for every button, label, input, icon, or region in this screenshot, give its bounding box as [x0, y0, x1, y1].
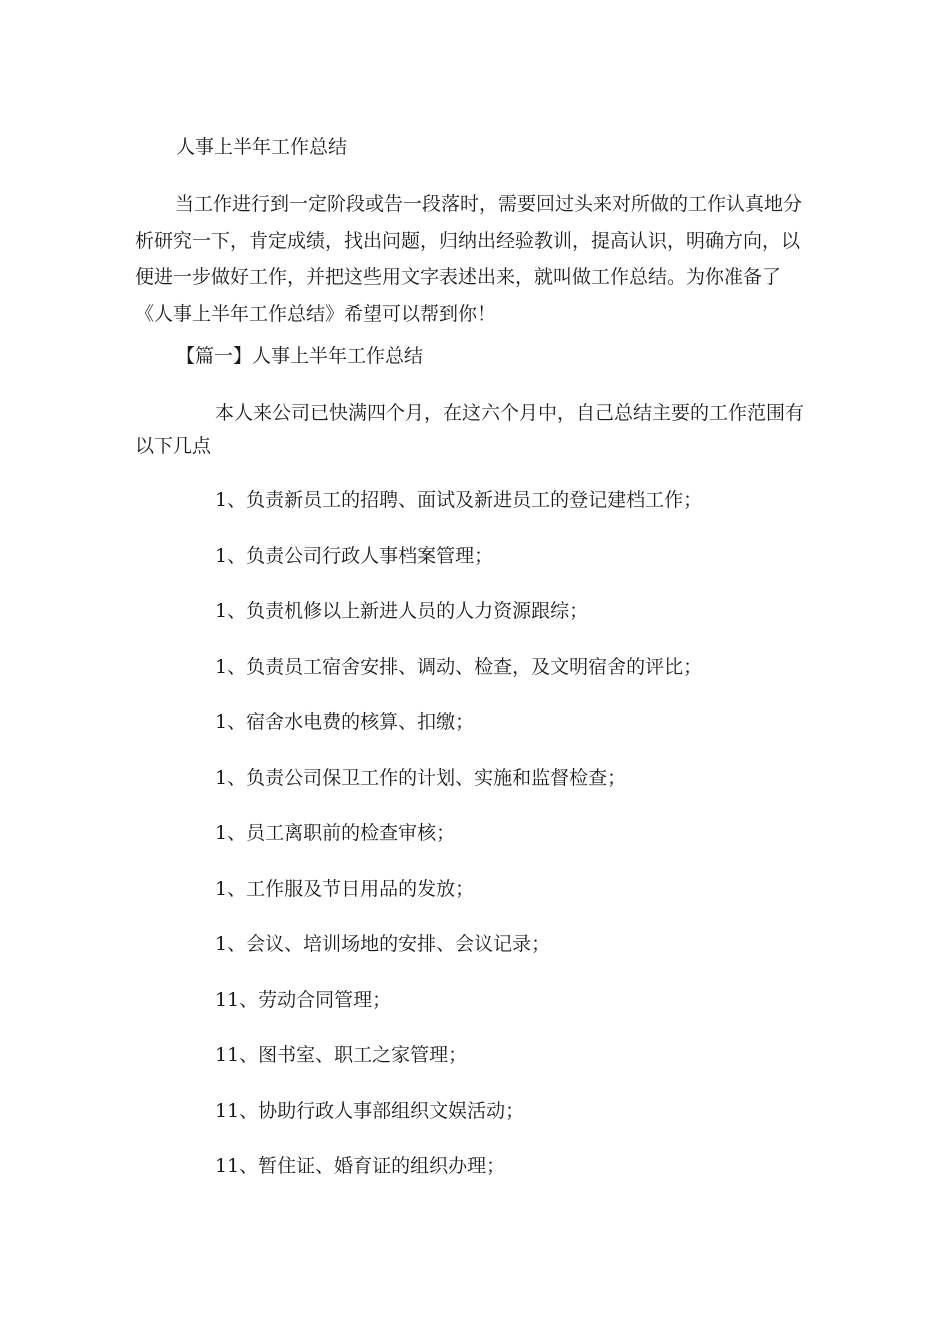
- intro-line: 当工作进行到一定阶段或告一段落时，需要回过头来对所做的工作认真地分: [175, 193, 803, 215]
- body-line: 以下几点: [135, 435, 212, 457]
- list-item: 1、负责新员工的招聘、面试及新进员工的登记建档工作；: [215, 489, 703, 511]
- list-item: 11、劳动合同管理；: [215, 988, 392, 1011]
- list-item: 1、负责公司保卫工作的计划、实施和监督检查；: [215, 766, 627, 789]
- intro-line: 析研究一下，肯定成绩，找出问题，归纳出经验教训，提高认识，明确方向，以: [135, 229, 801, 252]
- body-line: 本人来公司已快满四个月，在这六个月中，自己总结主要的工作范围有: [215, 402, 805, 424]
- list-item: 1、会议、培训场地的安排、会议记录；: [215, 933, 551, 955]
- list-item: 1、负责公司行政人事档案管理；: [215, 544, 494, 567]
- body-paragraph: [135, 397, 815, 463]
- list-item: 1、负责机修以上新进人员的人力资源跟综；: [215, 600, 589, 622]
- list-item: 1、宿舍水电费的核算、扣缴；: [215, 711, 475, 733]
- section-heading: 【篇一】人事上半年工作总结: [176, 345, 424, 367]
- intro-line: 《人事上半年工作总结》希望可以帮到你！: [135, 302, 497, 325]
- list-item: 1、员工离职前的检查审核；: [215, 822, 456, 844]
- list-item: 11、协助行政人事部组织文娱活动；: [215, 1099, 525, 1122]
- list-item: 1、负责员工宿舍安排、调动、检查，及文明宿舍的评比；: [215, 655, 703, 678]
- document-title: 人事上半年工作总结: [176, 136, 348, 158]
- list-item: 11、图书室、职工之家管理；: [215, 1044, 468, 1066]
- intro-line: 便进一步做好工作，并把这些用文字表述出来，就叫做工作总结。为你准备了: [135, 266, 782, 288]
- list-item: 11、暂住证、婚育证的组织办理；: [215, 1155, 506, 1177]
- intro-paragraph: [135, 186, 815, 332]
- duty-list: [215, 486, 702, 1208]
- list-item: 1、工作服及节日用品的发放；: [215, 877, 475, 900]
